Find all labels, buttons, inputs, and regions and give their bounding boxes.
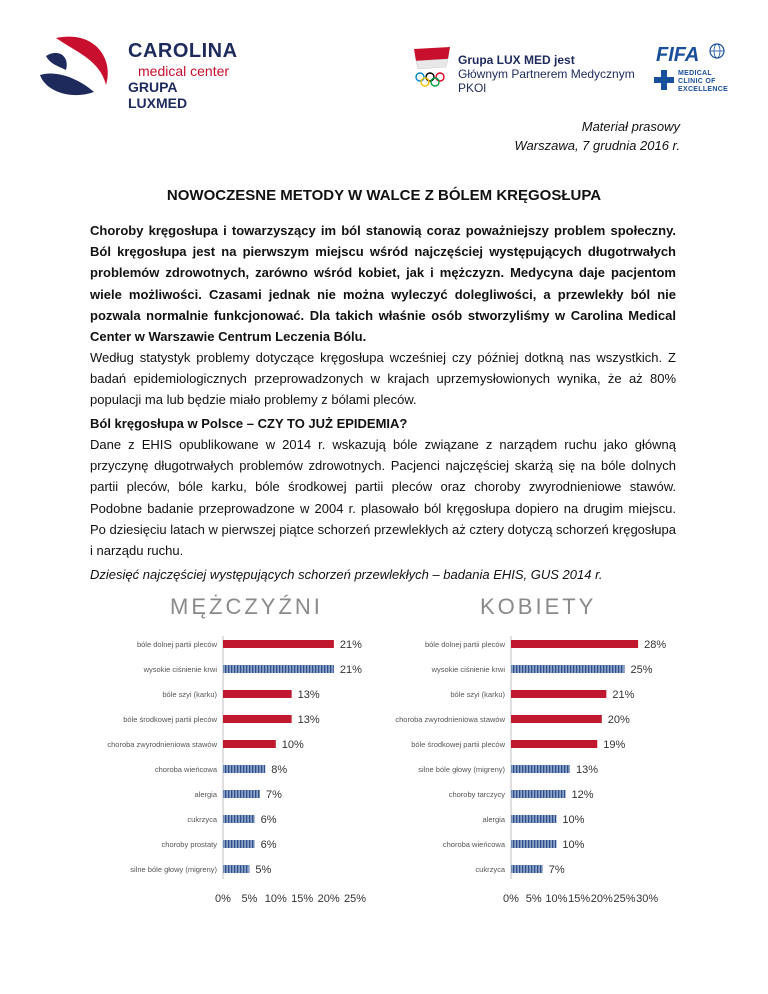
women-bar [511,865,543,873]
women-category-label: bóle szyi (karku) [450,690,505,699]
women-tick-label: 25% [613,893,636,905]
women-tick-label: 15% [568,893,591,905]
women-category-label: bóle środkowej partii pleców [411,740,505,749]
men-category-label: bóle szyi (karku) [162,690,217,699]
women-category-label: silne bóle głowy (migreny) [418,765,505,774]
men-tick-label: 10% [264,893,287,905]
carolina-group: GRUPA LUXMED [128,79,188,111]
carolina-name: CAROLINA [128,40,238,62]
women-tick-label: 20% [590,893,613,905]
women-bar [511,765,570,773]
section-heading: Ból kręgosłupa w Polsce – CZY TO JUŻ EPIDEMIA? [90,416,408,431]
men-bar [223,815,255,823]
women-tick-label: 10% [545,893,568,905]
men-category-label: bóle środkowej partii pleców [123,715,217,724]
men-value-label: 13% [297,714,320,726]
women-value-label: 13% [576,764,599,776]
women-bar [511,840,556,848]
carolina-subtitle: medical center [138,63,230,79]
men-category-label: silne bóle głowy (migreny) [130,865,217,874]
fifa-logo [650,40,730,95]
document-date: Warszawa, 7 grudnia 2016 r. [514,138,680,153]
men-value-label: 21% [339,639,362,651]
medical-cross-icon [654,68,674,92]
olympic-flag-icon [410,45,456,89]
men-chart-title: MĘŻCZYŹNI [170,594,323,619]
women-category-label: wysokie ciśnienie krwi [431,665,505,674]
women-category-label: choroby tarczycy [448,790,505,799]
women-bar [511,640,638,648]
women-category-label: cukrzyca [475,865,505,874]
women-tick-label: 30% [636,893,659,905]
pkol-logo [410,45,650,95]
fifa-line2: CLINIC OF [678,78,716,85]
women-value-label: 21% [612,689,635,701]
men-value-label: 5% [255,864,272,876]
women-category-label: choroba zwyrodnieniowa stawów [395,715,505,724]
men-bar [223,765,265,773]
document-type: Materiał prasowy [581,119,680,134]
men-tick-label: 5% [241,893,258,905]
men-value-label: 13% [297,689,320,701]
women-bar [511,790,565,798]
men-category-label: bóle dolnej partii pleców [136,640,217,649]
globe-icon [708,42,726,60]
women-value-label: 7% [548,864,565,876]
women-value-label: 25% [630,664,653,676]
chart-caption: Dziesięć najczęściej występujących schorzeń przewlekłych – badania EHIS, GUS 2014 r. [90,567,603,582]
women-category-label: choroba wieńcowa [442,840,505,849]
men-bar [223,640,334,648]
men-category-label: wysokie ciśnienie krwi [143,665,217,674]
men-value-label: 6% [260,839,277,851]
women-bar-chart [384,628,768,918]
carolina-logo [36,30,238,111]
men-value-label: 7% [265,789,282,801]
women-category-label: alergia [482,815,505,824]
men-bar [223,715,292,723]
women-tick-label: 0% [503,893,519,905]
women-bar [511,815,556,823]
paragraph-ehis: Dane z EHIS opublikowane w 2014 r. wskazują bóle związane z narządem ruchu jako główną przyczynę długotrwałych problemów zdrowotnych. Pacjenci najczęściej skarżą się na bóle dolnych partii pleców, bóle karku, bóle środkowej partii pleców oraz choroby zwyrodnieniowe stawów. Podobne badanie przeprowadzone w 2004 r. plasowało ból kręgosłupa dopiero na drugim miejscu. Po dziesięciu latach w pierwszej piątce schorzeń przewlekłych aż cztery dotyczą schorzeń kręgosłupa i narządu ruchu. [90,437,676,559]
men-bar [223,840,255,848]
women-chart-title: KOBIETY [480,594,597,619]
men-bar [223,740,276,748]
women-value-label: 12% [571,789,594,801]
men-bar [223,690,292,698]
women-value-label: 20% [607,714,630,726]
women-bar [511,715,602,723]
men-tick-label: 15% [291,893,314,905]
men-category-label: choroba wieńcowa [154,765,217,774]
men-value-label: 6% [260,814,277,826]
men-value-label: 10% [281,739,304,751]
women-value-label: 10% [562,814,585,826]
men-bar [223,665,334,673]
men-value-label: 21% [339,664,362,676]
women-bar [511,665,625,673]
women-bar [511,690,606,698]
men-bar-chart [0,628,384,918]
women-value-label: 19% [603,739,626,751]
lead-paragraph: Choroby kręgosłupa i towarzyszący im ból stanowią coraz poważniejszy problem społeczny. Ból kręgosłupa jest na pierwszym miejscu wśród najczęściej występujących długotrwałych problemów zdrowotnych, zarówno wśród kobiet, jak i mężczyzn. Medycyna daje pacjentom wiele możliwości. Czasami jednak nie można wyleczyć dolegliwości, a przewlekły ból nie pozwala normalnie funkcjonować. Dla takich właśnie osób stworzyliśmy w Carolina Medical Center w Warszawie Centrum Leczenia Bólu. [90,223,676,345]
men-tick-label: 0% [215,893,231,905]
men-bar [223,790,260,798]
pkol-line2: Głównym Partnerem Medycznym PKOl [458,67,635,95]
fifa-word: FIFA [656,44,700,66]
men-category-label: choroba zwyrodnieniowa stawów [107,740,217,749]
women-tick-label: 5% [525,893,542,905]
men-bar [223,865,249,873]
women-bar [511,740,597,748]
women-value-label: 28% [644,639,667,651]
paragraph-statistics: Według statystyk problemy dotyczące kręgosłupa wcześniej czy później dotkną nas wszystkich. Z badań epidemiologicznych przeprowadzonych w krajach uprzemysłowionych wynika, że aż 80% populacji ma lub będzie miało problemy z bólami pleców. [90,350,676,408]
men-tick-label: 20% [317,893,340,905]
men-tick-label: 25% [343,893,367,905]
men-category-label: alergia [194,790,217,799]
men-value-label: 8% [271,764,288,776]
fifa-line1: MEDICAL [678,70,712,77]
women-category-label: bóle dolnej partii pleców [424,640,505,649]
men-category-label: choroby prostaty [161,840,217,849]
women-value-label: 10% [562,839,585,851]
carolina-emblem-icon [36,30,126,100]
fifa-line3: EXCELLENCE [678,86,729,93]
pkol-line1: Grupa LUX MED jest [458,53,575,67]
page-title: NOWOCZESNE METODY W WALCE Z BÓLEM KRĘGOSŁUPA [166,187,602,204]
men-category-label: cukrzyca [187,815,217,824]
